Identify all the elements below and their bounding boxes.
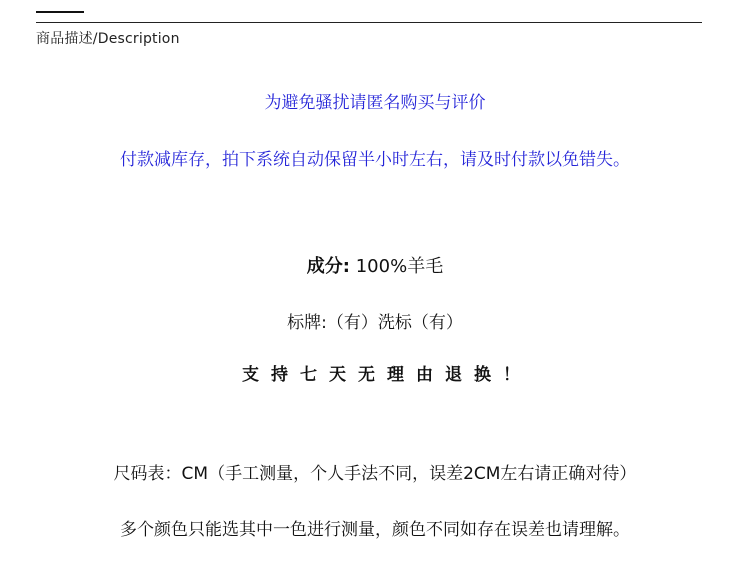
tag-info: 标牌:（有）洗标（有） [287,313,463,333]
anonymous-purchase-notice: 为避免骚扰请匿名购买与评价 [264,93,486,113]
return-policy: 支持七天无理由退换！ [242,365,532,385]
material-line [0,252,750,278]
size-chart-note: 尺码表：CM（手工测量，个人手法不同，误差2CM左右请正确对待） [113,464,637,484]
material-value: 100%羊毛 [355,256,444,277]
material-label: 成分: [306,256,350,277]
color-measurement-note: 多个颜色只能选其中一色进行测量，颜色不同如存在误差也请理解。 [120,520,630,540]
heading-divider [36,22,702,23]
heading-accent-bar [36,11,84,13]
section-heading: 商品描述/Description [36,31,180,47]
payment-notice: 付款减库存，拍下系统自动保留半小时左右，请及时付款以免错失。 [120,150,630,170]
